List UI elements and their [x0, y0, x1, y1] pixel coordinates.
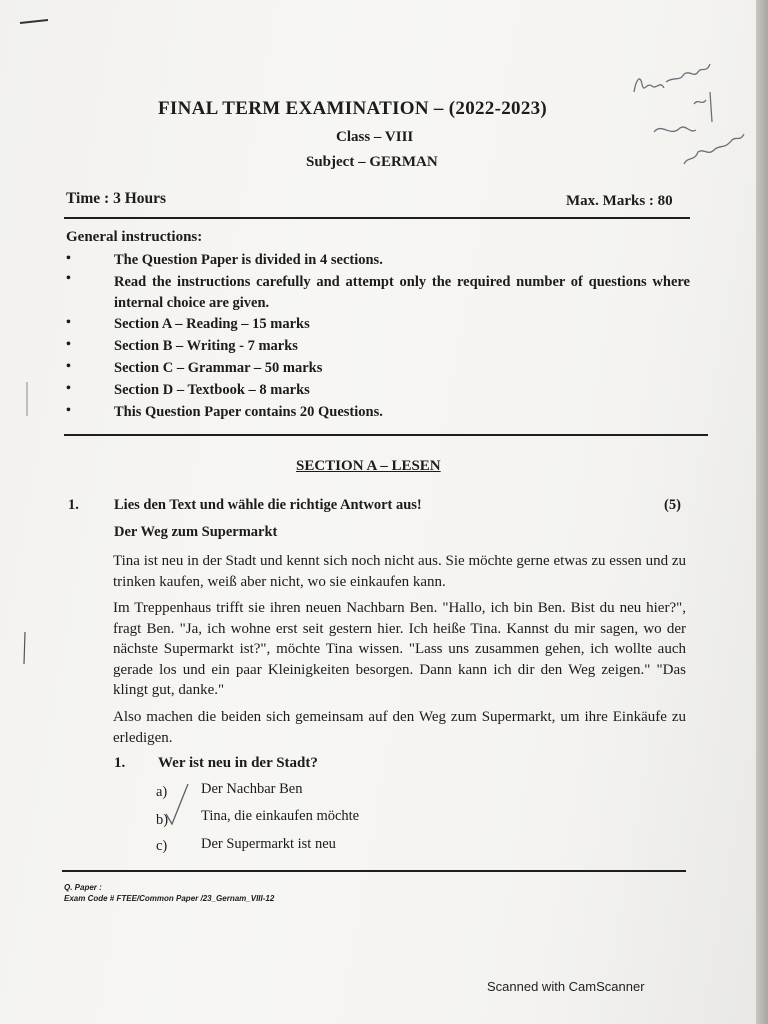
pen-stroke-mark	[18, 14, 50, 28]
passage-paragraph: Im Treppenhaus trifft sie ihren neuen Nachbarn Ben. "Hallo, ich bin Ben. Bist du neu hier?", fragt Ben. "Ja, ich wohne erst seit gestern hier. Ich heiße Tina. Kannst du mir sagen, wo der nächste Supermarkt ist?", möchte Tina wissen. "Lass uns zusammen gehen, ich wollte auch gerade los und ein paar Kleinigkeiten besorgen. Dann kann ich dir den Weg zeigen." "Das klingt gut, danke."	[113, 600, 686, 698]
option-label: a)	[156, 784, 168, 800]
margin-mark	[20, 630, 30, 670]
instruction-item: • Section D – Textbook – 8 marks	[66, 381, 310, 398]
option-label: b)	[156, 812, 169, 828]
tick-mark-icon	[160, 780, 194, 830]
camscanner-watermark: Scanned with CamScanner	[487, 979, 645, 994]
instruction-item: • Section C – Grammar – 50 marks	[66, 359, 323, 376]
bullet-icon: •	[66, 337, 71, 352]
sub-question-number: 1.	[114, 755, 126, 771]
instruction-item: • Section A – Reading – 15 marks	[66, 315, 310, 332]
question-text: Lies den Text und wähle die richtige Antwort aus!	[114, 497, 422, 513]
option-label: c)	[156, 838, 168, 854]
exam-title: FINAL TERM EXAMINATION – (2022-2023)	[158, 98, 548, 119]
class-label: Class – VIII	[336, 129, 414, 145]
bullet-icon: •	[66, 359, 71, 374]
question-number: 1.	[68, 497, 79, 513]
margin-mark	[22, 380, 32, 420]
time-label: Time : 3 Hours	[66, 190, 167, 207]
sub-question-text: Wer ist neu in der Stadt?	[158, 755, 318, 771]
max-marks-label: Max. Marks : 80	[566, 193, 673, 209]
instruction-item: • Read the instructions carefully and attempt only the required number of questions where internal choice are given.	[66, 271, 690, 311]
footer-divider	[62, 870, 686, 872]
instruction-item: • This Question Paper contains 20 Questions.	[66, 403, 383, 420]
bullet-icon: •	[66, 315, 71, 330]
question-marks: (5)	[664, 497, 681, 513]
passage-paragraph: Tina ist neu in der Stadt und kennt sich noch nicht aus. Sie möchte gerne etwas zu essen und zu trinken kaufen, weiß aber nicht, wo sie einkaufen kann.	[113, 553, 686, 590]
instructions-heading: General instructions:	[66, 229, 203, 245]
passage-title: Der Weg zum Supermarkt	[114, 524, 278, 540]
instruction-item: • Section B – Writing - 7 marks	[66, 337, 298, 354]
exam-code: Exam Code # FTEE/Common Paper /23_Gernam_VIII-12	[64, 894, 275, 903]
bullet-icon: •	[66, 381, 71, 396]
header-divider	[64, 217, 690, 219]
handwritten-signature	[624, 52, 754, 172]
paper-label: Q. Paper :	[64, 883, 102, 892]
paper-edge-shadow	[756, 0, 768, 1024]
option-text: Der Nachbar Ben	[201, 781, 303, 797]
subject-label: Subject – GERMAN	[306, 154, 438, 170]
bullet-icon: •	[66, 271, 71, 286]
bullet-icon: •	[66, 251, 71, 266]
option-text: Tina, die einkaufen möchte	[201, 808, 360, 824]
bullet-icon: •	[66, 403, 71, 418]
option-text: Der Supermarkt ist neu	[201, 836, 336, 852]
section-a-heading: SECTION A – LESEN	[296, 458, 441, 474]
instructions-divider	[64, 434, 708, 436]
passage-paragraph: Also machen die beiden sich gemeinsam auf den Weg zum Supermarkt, um ihre Einkäufe zu erledigen.	[113, 709, 686, 746]
instruction-item: • The Question Paper is divided in 4 sections.	[66, 251, 383, 268]
